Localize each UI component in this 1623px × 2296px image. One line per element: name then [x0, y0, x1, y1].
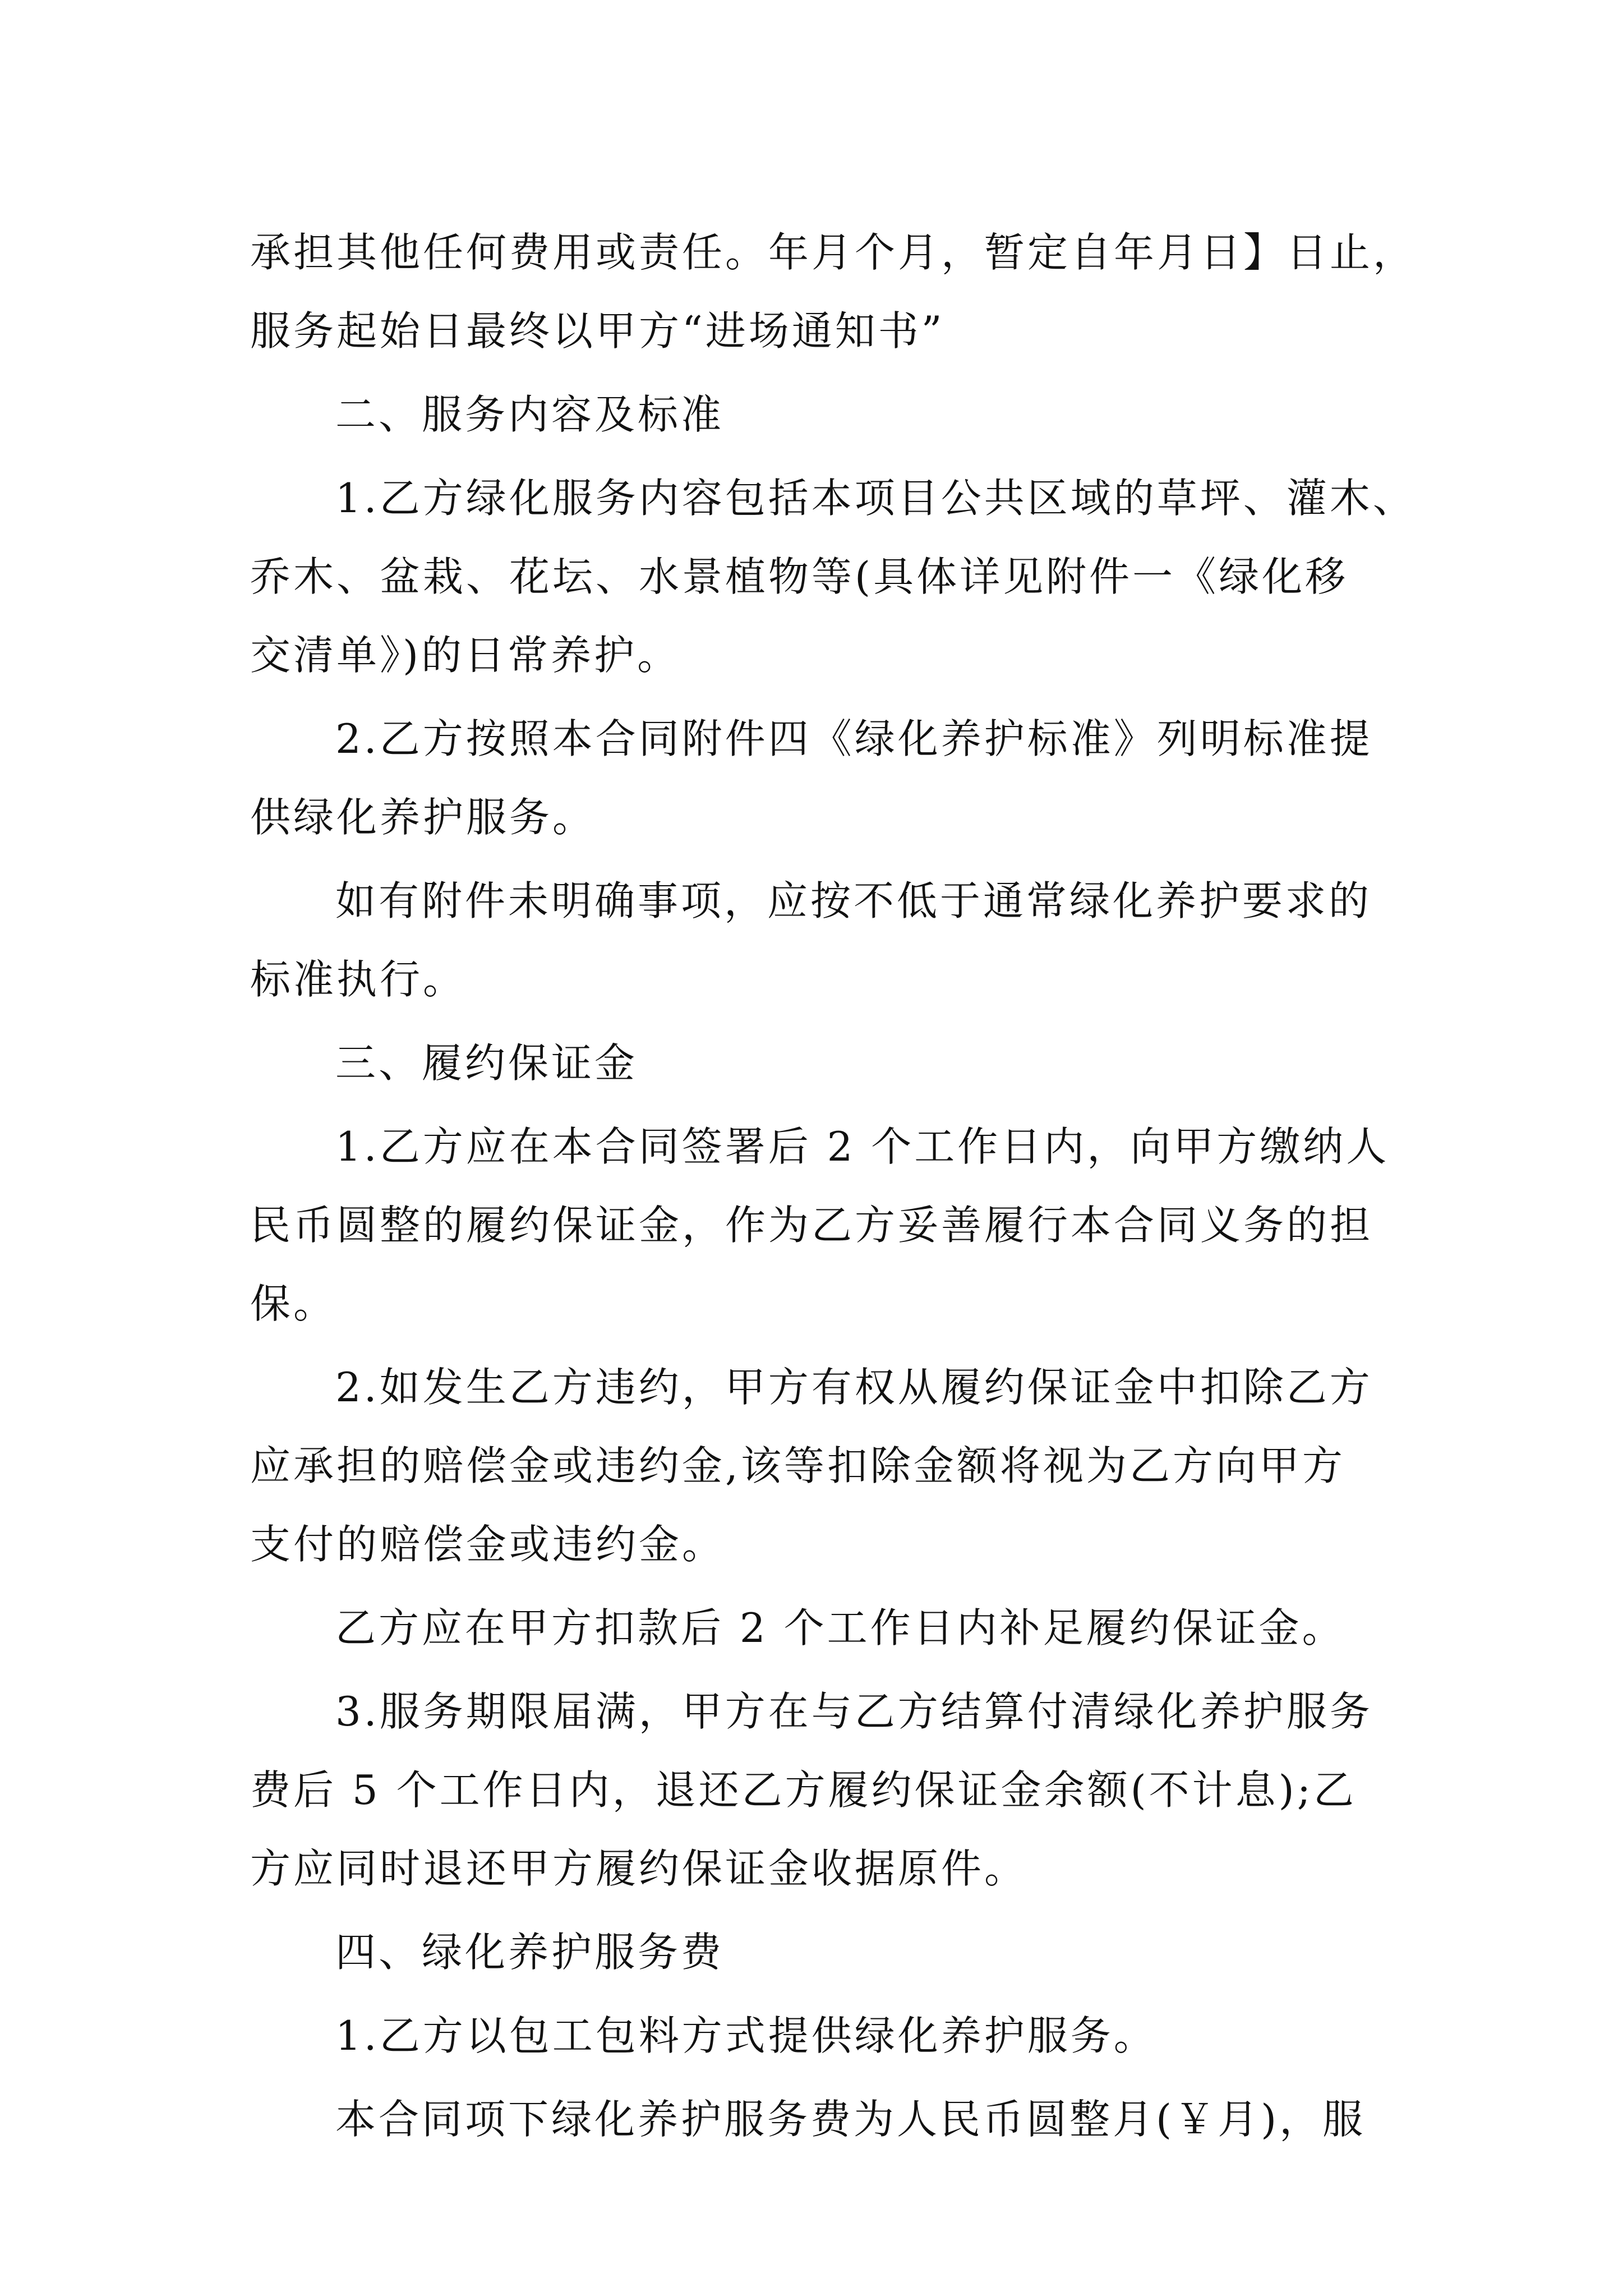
paragraph-line: 应承担的赔偿金或违约金,该等扣除金额将视为乙方向甲方	[250, 1442, 1345, 1489]
paragraph-line: 如有附件未明确事项，应按不低于通常绿化养护要求的	[335, 877, 1372, 924]
paragraph-line: 标准执行。	[250, 956, 467, 1003]
paragraph-line: 本合同项下绿化养护服务费为人民币圆整月(￥月)，服	[335, 2096, 1366, 2143]
paragraph-line: 1.乙方绿化服务内容包括本项目公共区域的草坪、灌木、	[335, 475, 1416, 522]
paragraph-line: 保。	[250, 1280, 337, 1327]
paragraph-line: 1.乙方以包工包料方式提供绿化养护服务。	[335, 2012, 1157, 2059]
paragraph-line: 2.乙方按照本合同附件四《绿化养护标准》列明标准提	[335, 715, 1373, 762]
paragraph-line: 服务起始日最终以甲方“进场通知书”	[250, 307, 945, 355]
paragraph-line: 支付的赔偿金或违约金。	[250, 1521, 726, 1568]
paragraph-line: 交清单》)的日常养护。	[250, 632, 681, 679]
paragraph-line: 1.乙方应在本合同签署后 2 个工作日内，向甲方缴纳人	[335, 1123, 1390, 1170]
paragraph-line: 承担其他任何费用或责任。年月个月，暂定自年月日】日止，	[250, 229, 1417, 276]
section-heading: 二、服务内容及标准	[335, 391, 725, 438]
paragraph-line: 方应同时退还甲方履约保证金收据原件。	[250, 1845, 1028, 1892]
paragraph-line: 乔木、盆栽、花坛、水景植物等(具体详见附件一《绿化移	[250, 553, 1349, 600]
section-heading: 三、履约保证金	[335, 1039, 638, 1087]
section-heading: 四、绿化养护服务费	[335, 1929, 725, 1976]
paragraph-line: 乙方应在甲方扣款后 2 个工作日内补足履约保证金。	[335, 1604, 1345, 1651]
paragraph-line: 供绿化养护服务。	[250, 794, 596, 841]
document-body	[250, 213, 1417, 2159]
paragraph-line: 3.服务期限届满，甲方在与乙方结算付清绿化养护服务	[335, 1688, 1373, 1735]
paragraph-line: 2.如发生乙方违约，甲方有权从履约保证金中扣除乙方	[335, 1364, 1373, 1411]
paragraph-line: 费后 5 个工作日内，退还乙方履约保证金余额(不计息);乙	[250, 1766, 1357, 1814]
paragraph-line: 民币圆整的履约保证金，作为乙方妥善履行本合同义务的担	[250, 1202, 1373, 1249]
